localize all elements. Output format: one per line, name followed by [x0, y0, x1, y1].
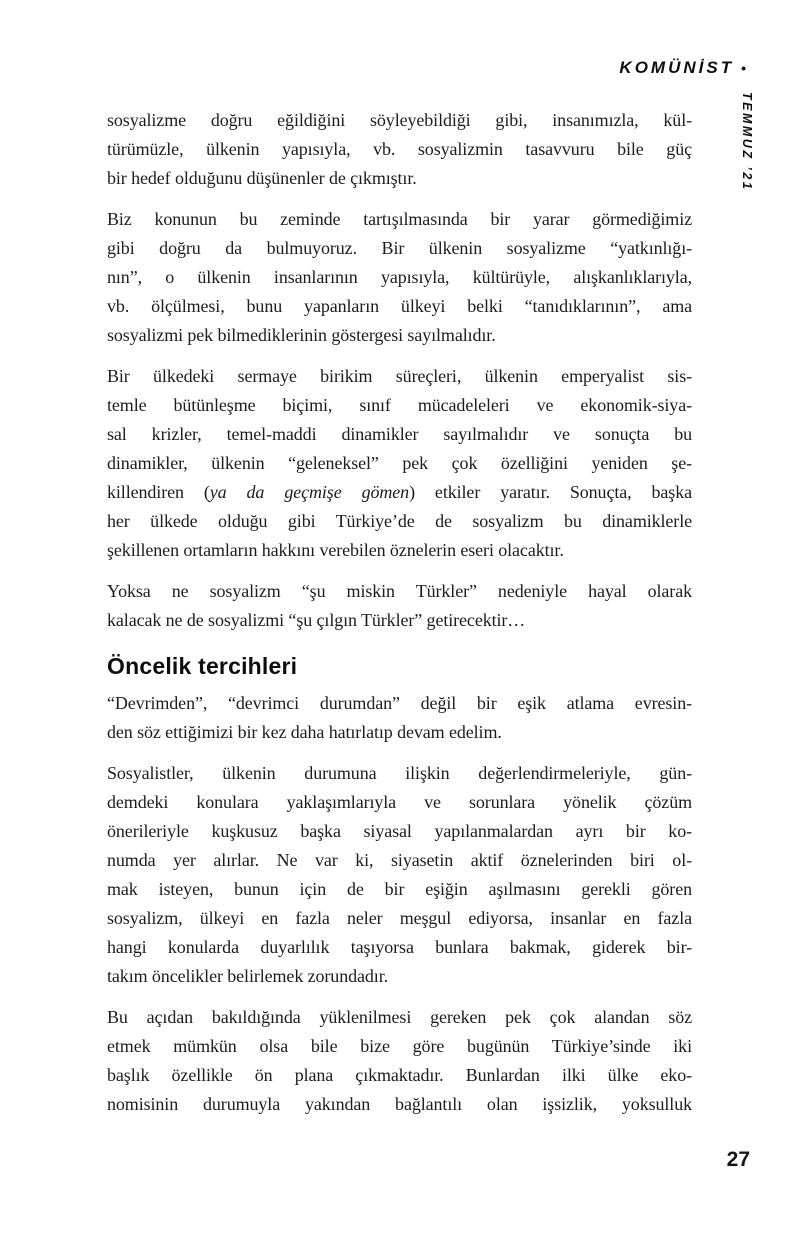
magazine-title: KOMÜNİST	[619, 58, 735, 77]
text-line: vb. ölçülmesi, bunu yapanların ülkeyi belki “tanıdıklarının”, ama	[107, 296, 692, 316]
text-line: sosyalizmi pek bilmediklerinin göstergesi sayılmalıdır.	[107, 325, 496, 345]
paragraph	[107, 362, 692, 565]
paragraph	[107, 577, 692, 635]
section-heading: Öncelik tercihleri	[107, 653, 298, 679]
issue-date: TEMMUZ ’21	[740, 92, 754, 192]
text-line: sal krizler, temel-maddi dinamikler sayılmalıdır ve sonuçta bu	[107, 424, 692, 444]
text-line: her ülkede olduğu gibi Türkiye’de de sosyalizm bu dinamiklerle	[107, 511, 692, 531]
article-body	[107, 106, 692, 1131]
text-line: dinamikler, ülkenin “geleneksel” pek çok özelliğini yeniden şe-	[107, 453, 692, 473]
text-line: Yoksa ne sosyalizm “şu miskin Türkler” nedeniyle hayal olarak	[107, 581, 692, 601]
text-line: Bu açıdan bakıldığında yüklenilmesi gereken pek çok alandan söz	[107, 1006, 692, 1027]
text-line: Biz konunun bu zeminde tartışılmasında bir yarar görmediğimiz	[107, 209, 692, 229]
text-line: nın”, o ülkenin insanlarının yapısıyla, kültürüyle, alışkanlıklarıyla,	[107, 267, 692, 287]
paragraph	[107, 759, 692, 991]
text-line: türümüzle, ülkenin yapısıyla, vb. sosyalizmin tasavvuru bile güç	[107, 139, 692, 159]
text-line: demdeki konulara yaklaşımlarıyla ve sorunlara yönelik çözüm	[107, 791, 692, 812]
text-line: takım öncelikler belirlemek zorundadır.	[107, 965, 388, 986]
text-line: sosyalizme doğru eğildiğini söyleyebildiği gibi, insanımızla, kül-	[107, 110, 692, 130]
text-line: “Devrimden”, “devrimci durumdan” değil bir eşik atlama evresin-	[107, 692, 692, 713]
text-line: killendiren (ya da geçmişe gömen) etkiler yaratır. Sonuçta, başka	[107, 482, 693, 502]
text-line: başlık özellikle ön plana çıkmaktadır. Bunlardan ilki ülke eko-	[107, 1064, 692, 1085]
text-line: sosyalizm, ülkeyi en fazla neler meşgul ediyorsa, insanlar en fazla	[107, 907, 692, 928]
text-line: Sosyalistler, ülkenin durumuna ilişkin değerlendirmeleriyle, gün-	[107, 762, 692, 783]
paragraph	[107, 205, 692, 350]
paragraph	[107, 106, 692, 193]
masthead-bullet-icon: •	[741, 60, 746, 76]
text-line: hangi konularda duyarlılık taşıyorsa bunlara bakmak, giderek bir-	[107, 936, 692, 957]
text-line: nomisinin durumuyla yakından bağlantılı olan işsizlik, yoksulluk	[107, 1093, 692, 1114]
text-line: bir hedef olduğunu düşünenler de çıkmıştır.	[107, 168, 417, 188]
text-line: kalacak ne de sosyalizmi “şu çılgın Türkler” getirecektir…	[107, 610, 526, 630]
text-line: temle bütünleşme biçimi, sınıf mücadeleleri ve ekonomik-siya-	[107, 395, 692, 415]
text-line: şekillenen ortamların hakkını verebilen öznelerin eseri olacaktır.	[107, 540, 564, 560]
text-line: önerileriyle kuşkusuz başka siyasal yapılanmalardan ayrı bir ko-	[107, 820, 692, 841]
text-line: mak isteyen, bunun için de bir eşiğin aşılmasını gerekli gören	[107, 878, 692, 899]
masthead	[619, 58, 746, 78]
paragraph	[107, 689, 692, 747]
text-line: gibi doğru da bulmuyoruz. Bir ülkenin sosyalizme “yatkınlığı-	[107, 238, 692, 258]
text-line: numda yer alırlar. Ne var ki, siyasetin aktif öznelerinden biri ol-	[107, 849, 692, 870]
text-line: etmek mümkün olsa bile bize göre bugünün Türkiye’sinde iki	[107, 1035, 692, 1056]
page-number: 27	[726, 1148, 750, 1171]
text-line: Bir ülkedeki sermaye birikim süreçleri, ülkenin emperyalist sis-	[107, 366, 692, 386]
text-line: den söz ettiğimizi bir kez daha hatırlatıp devam edelim.	[107, 721, 502, 742]
paragraph	[107, 1003, 692, 1119]
